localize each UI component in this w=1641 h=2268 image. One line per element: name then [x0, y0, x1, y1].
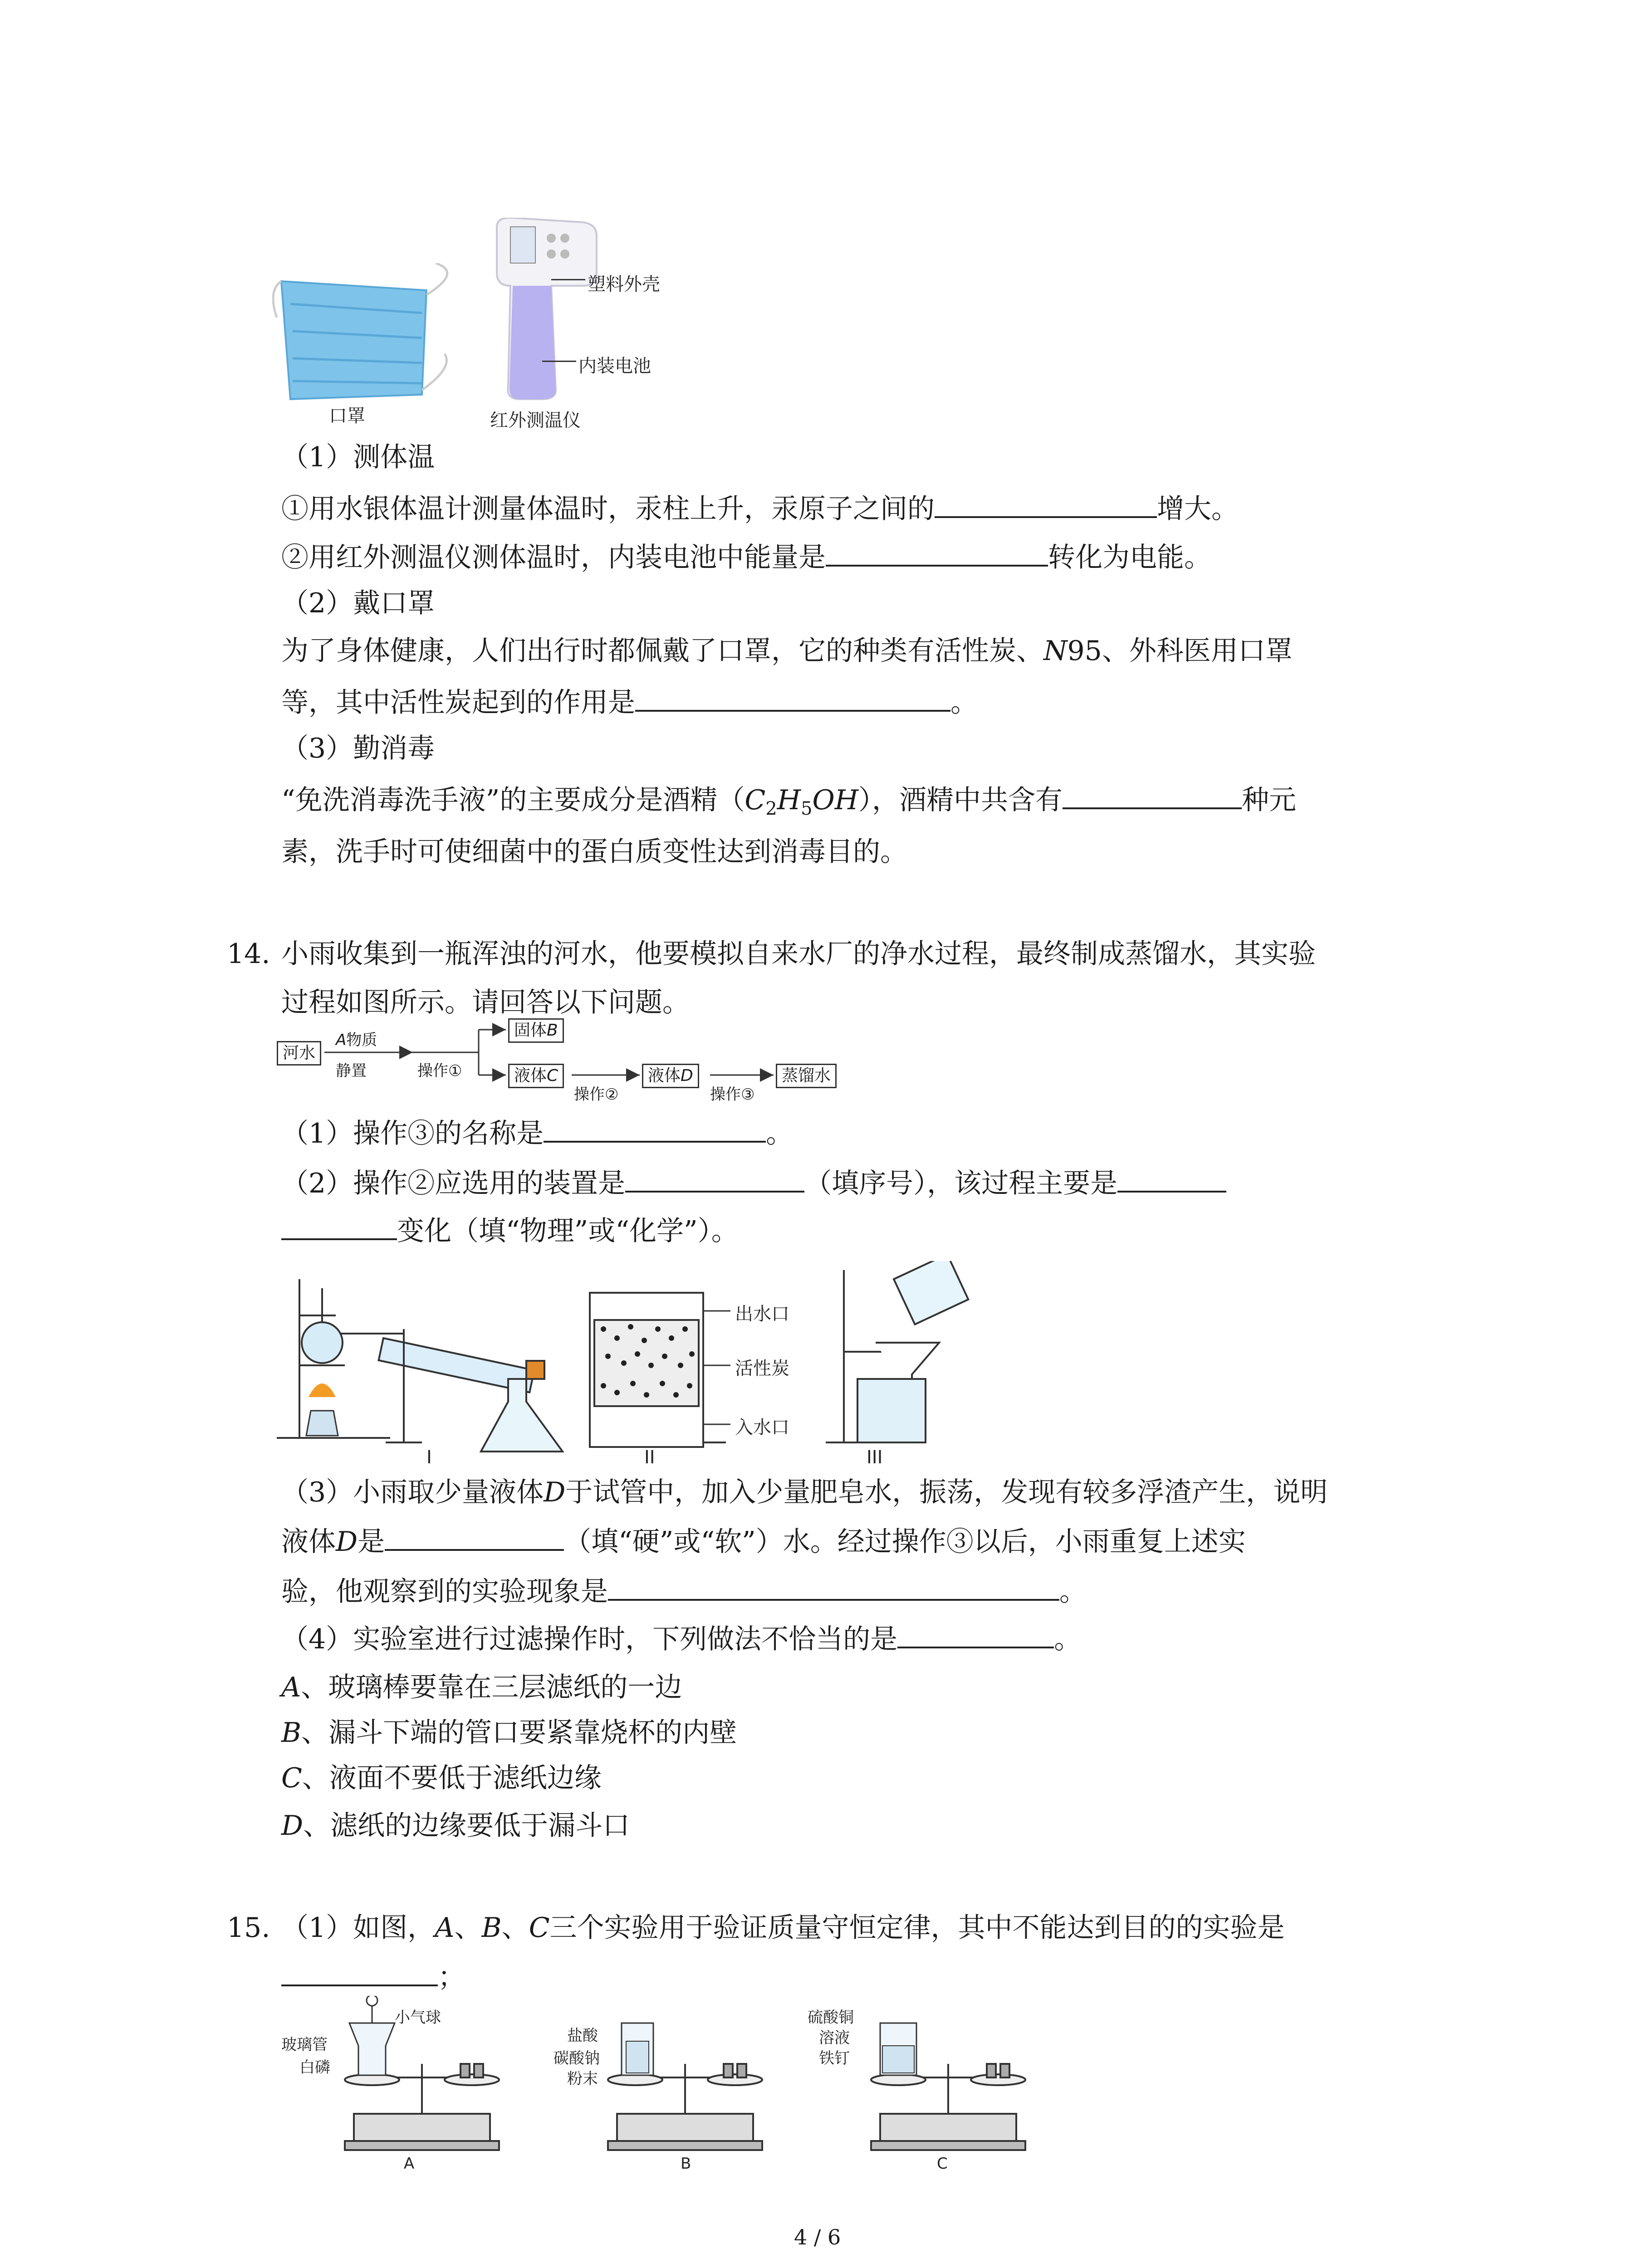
q14-s3-line1: [281, 1474, 1327, 1510]
apparatus-drawings: [272, 1261, 980, 1470]
q14-option-b[interactable]: [281, 1715, 737, 1751]
balance-a-label-balloon: 小气球: [395, 2009, 441, 2027]
thermometer-caption: 红外测温仪: [490, 410, 581, 431]
apparatus-label-ii: II: [644, 1447, 655, 1468]
balance-b-label-na2co3: 碳酸钠: [554, 2049, 600, 2068]
balances-figure: [272, 1996, 1043, 2177]
q15-letter-a: A: [435, 1912, 455, 1944]
formula-sub-2: 2: [765, 798, 777, 819]
balance-c-label-nail: 铁钉: [819, 2049, 850, 2068]
q14-intro-2: 过程如图所示。请回答以下问题。: [281, 987, 690, 1018]
flow-solid-b-text: 固体: [514, 1021, 547, 1040]
q13-part3-line1-c: 种元: [1242, 784, 1297, 816]
q14-s2-mid: （填序号），该过程主要是: [804, 1168, 1118, 1199]
q14-s4-text: （4）实验室进行过滤操作时，下列做法不恰当的是: [281, 1623, 898, 1655]
flow-label-op1: 操作①: [417, 1062, 462, 1080]
q13-part2-line2-text: 等，其中活性炭起到的作用是: [281, 687, 635, 719]
answer-blank[interactable]: [826, 538, 1048, 567]
q14-s3-line2-c: （填“硬”或“软”）水。经过操作③以后，小雨重复上述实: [564, 1526, 1246, 1558]
q14-s1-suffix: 。: [766, 1118, 794, 1149]
option-text: 、漏斗下端的管口要紧靠烧杯的内壁: [301, 1717, 737, 1749]
flow-liquid-c-letter: C: [547, 1066, 558, 1085]
q15-line2: [281, 1957, 465, 1995]
balance-c-label-cuso4: 硫酸铜: [808, 2009, 854, 2027]
q14-s3-line2-b: 是: [358, 1526, 385, 1558]
q15-line1-b: 三个实验用于验证质量守恒定律，其中不能达到目的的实验是: [549, 1912, 1285, 1944]
option-letter: B: [281, 1717, 302, 1749]
q14-intro-1: 小雨收集到一瓶浑浊的河水，他要模拟自来水厂的净水过程，最终制成蒸馏水，其实验: [281, 938, 1316, 970]
thermometer-label-battery: 内装电池: [578, 356, 651, 376]
balance-a-label-white-p: 白磷: [299, 2058, 330, 2077]
q13-part1-title: （1）测体温: [281, 441, 435, 473]
q13-part3-line1: [281, 780, 1296, 827]
mask-caption: 口罩: [329, 406, 365, 426]
q15-line2-suffix: ；: [438, 1961, 465, 1993]
flow-liquid-d-letter: D: [681, 1066, 693, 1085]
answer-blank[interactable]: [1063, 780, 1242, 809]
option-letter: C: [281, 1762, 302, 1794]
formula-c: C: [745, 784, 766, 816]
q14-s4: [281, 1619, 1081, 1657]
formula-oh: OH: [812, 784, 859, 816]
q13-part1-a-text: ①用水银体温计测量体温时，汞柱上升，汞原子之间的: [281, 493, 935, 525]
apparatus-label-inlet: 入水口: [735, 1417, 789, 1438]
answer-blank[interactable]: [897, 1619, 1054, 1648]
q13-part3-title: （3）勤消毒: [281, 733, 435, 764]
balance-caption-b: B: [681, 2155, 691, 2173]
q14-option-d[interactable]: [281, 1808, 630, 1844]
apparatus-figure: [272, 1261, 980, 1470]
q14-s1: [281, 1114, 793, 1152]
q14-s2-line2: [281, 1211, 739, 1249]
flow-box-liquid-d: [642, 1064, 699, 1088]
option-letter: D: [281, 1810, 304, 1842]
q15-line1-a: （1）如图，: [281, 1912, 435, 1944]
q13-part1-a: [281, 489, 1239, 527]
flow-label-a-substance: [336, 1027, 377, 1050]
pointer-line-battery: [542, 361, 576, 362]
answer-blank[interactable]: [281, 1211, 397, 1240]
apparatus-label-outlet: 出水口: [735, 1304, 789, 1325]
mask-image: [272, 263, 454, 408]
apparatus-label-carbon: 活性炭: [735, 1358, 789, 1379]
flow-box-solid-b: [508, 1018, 564, 1043]
flow-box-distilled: 蒸馏水: [776, 1064, 837, 1088]
q13-part2-line2-suffix: 。: [950, 687, 978, 719]
q13-part2-line1-b: 95、外科医用口罩: [1067, 635, 1293, 667]
formula-sub-5: 5: [801, 798, 813, 819]
q14-number: 14.: [227, 938, 270, 970]
thermometer-label-shell: 塑料外壳: [588, 274, 660, 295]
flow-liquid-d-text: 液体: [648, 1066, 681, 1085]
option-text: 、液面不要低于滤纸边缘: [302, 1762, 602, 1794]
q14-s3-a: （3）小雨取少量液体: [281, 1476, 544, 1508]
answer-blank[interactable]: [935, 489, 1157, 518]
flow-liquid-c-text: 液体: [514, 1066, 547, 1085]
q13-part2-title: （2）戴口罩: [281, 587, 435, 619]
answer-blank[interactable]: [1117, 1163, 1226, 1193]
pointer-line-shell: [551, 279, 585, 280]
balance-c-label-solution: 溶液: [819, 2029, 850, 2047]
q14-option-c[interactable]: [281, 1760, 602, 1796]
answer-blank[interactable]: [281, 1957, 438, 1986]
flow-label-still: 静置: [336, 1062, 367, 1080]
page-number: 4 / 6: [794, 2225, 841, 2249]
q13-part3-line1-b: ），酒精中共含有: [858, 784, 1063, 816]
apparatus-label-iii: III: [867, 1447, 883, 1468]
q14-s3-line2-d: D: [336, 1526, 358, 1558]
q13-part2-line1: [281, 633, 1293, 669]
balance-caption-a: A: [404, 2155, 415, 2173]
balance-caption-c: C: [937, 2155, 948, 2173]
flow-diagram: [277, 1018, 857, 1105]
q14-s2-line2-text: 变化（填“物理”或“化学”）。: [397, 1215, 739, 1247]
q13-part3-line2: 素，洗手时可使细菌中的蛋白质变性达到消毒目的。: [281, 836, 907, 868]
flow-label-a-letter: A: [336, 1031, 347, 1049]
balance-b-label-hcl: 盐酸: [567, 2027, 598, 2045]
q13-part1-b-text: ②用红外测温仪测体温时，内装电池中能量是: [281, 542, 826, 573]
balance-drawings: [272, 1996, 1043, 2177]
q15-sep-2: 、: [501, 1912, 529, 1944]
flow-label-op2: 操作②: [574, 1085, 619, 1104]
q14-s2: [281, 1163, 1226, 1202]
q14-s3-line2: [281, 1522, 1246, 1560]
q15-letter-c: C: [529, 1912, 550, 1944]
answer-blank[interactable]: [608, 1572, 1059, 1601]
q15-number: 15.: [227, 1912, 270, 1944]
q14-s4-suffix: 。: [1054, 1623, 1082, 1655]
apparatus-label-i: I: [426, 1447, 432, 1468]
balance-b-label-powder: 粉末: [567, 2070, 598, 2088]
answer-blank[interactable]: [635, 683, 950, 712]
flow-label-op3: 操作③: [710, 1085, 755, 1104]
option-text: 、玻璃棒要靠在三层滤纸的一边: [301, 1672, 682, 1703]
q14-s3-line3-b: 。: [1059, 1576, 1087, 1608]
q14-s2-text: （2）操作②应选用的装置是: [281, 1168, 626, 1199]
flow-box-river: 河水: [277, 1041, 321, 1066]
q13-n95-n: N: [1043, 635, 1068, 667]
q14-s3-line2-a: 液体: [281, 1526, 336, 1558]
q14-s1-text: （1）操作③的名称是: [281, 1118, 544, 1149]
q15-sep-1: 、: [454, 1912, 482, 1944]
q14-option-a[interactable]: [281, 1669, 682, 1706]
option-text: 、滤纸的边缘要低于漏斗口: [303, 1810, 630, 1842]
q13-part2-line2: [281, 683, 978, 721]
flow-solid-b-letter: B: [547, 1021, 558, 1040]
flow-box-liquid-c: [508, 1064, 564, 1088]
q14-s3-d: D: [544, 1476, 566, 1508]
q15-letter-b: B: [481, 1912, 502, 1944]
q13-part3-line1-a: “免洗消毒洗手液”的主要成分是酒精（: [281, 784, 745, 816]
q13-part1-b-suffix: 转化为电能。: [1048, 542, 1211, 573]
answer-blank[interactable]: [385, 1522, 564, 1551]
q14-s3-b: 于试管中，加入少量肥皂水，振荡，发现有较多浮渣产生，说明: [565, 1476, 1328, 1508]
q14-s3-line3-a: 验，他观察到的实验现象是: [281, 1576, 608, 1608]
q13-part2-line1-a: 为了身体健康，人们出行时都佩戴了口罩，它的种类有活性炭、: [281, 635, 1043, 667]
option-letter: A: [281, 1672, 301, 1703]
balance-a-label-glass-tube: 玻璃管: [281, 2036, 328, 2054]
answer-blank[interactable]: [625, 1163, 804, 1193]
flow-label-a-text: 物质: [346, 1031, 377, 1049]
answer-blank[interactable]: [544, 1114, 766, 1143]
q13-part1-a-suffix: 增大。: [1157, 493, 1239, 525]
q13-part1-b: [281, 538, 1211, 576]
q15-line1: [281, 1910, 1285, 1946]
q14-s3-line3: [281, 1572, 1087, 1610]
formula-h: H: [777, 784, 801, 816]
